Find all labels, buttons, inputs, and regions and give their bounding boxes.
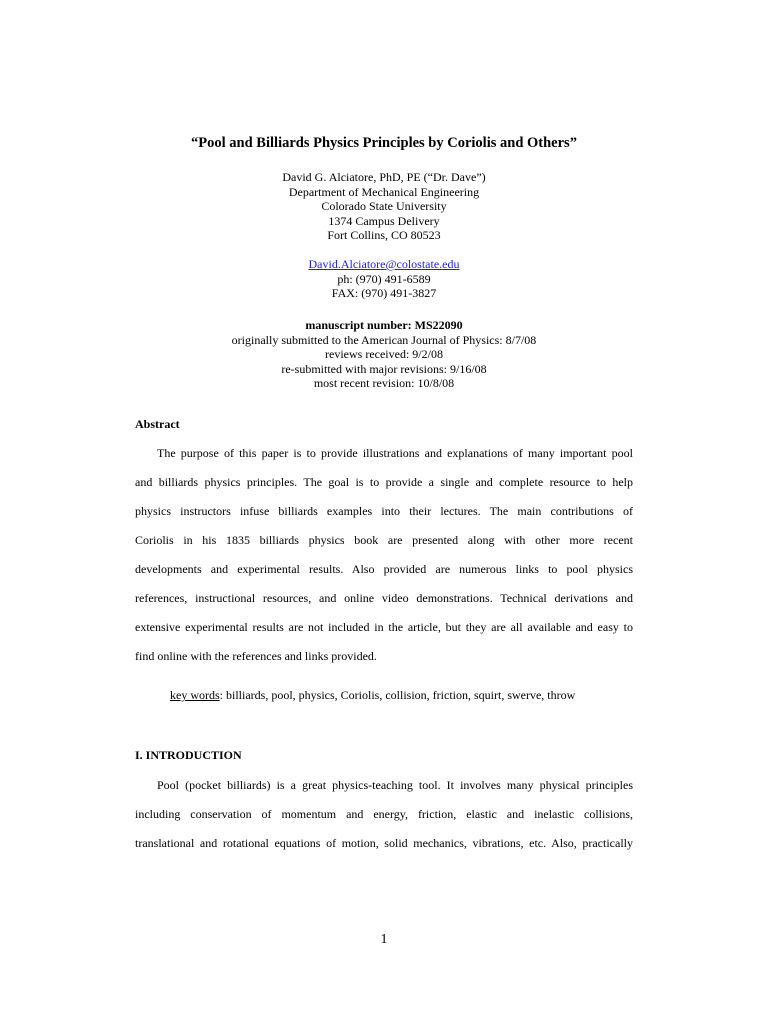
email-link[interactable]: David.Alciatore@colostate.edu (308, 257, 460, 271)
keywords (170, 687, 575, 703)
abstract-line: references, instructional resources, and online video demonstrations. Technical derivations and (135, 591, 633, 605)
abstract-line: Coriolis in his 1835 billiards physics book are presented along with other more recent (135, 533, 633, 547)
page-number: 1 (380, 932, 388, 947)
intro-line: translational and rotational equations of motion, solid mechanics, vibrations, etc. Also, practically (135, 836, 633, 850)
manuscript-number: manuscript number: MS22090 (305, 318, 463, 332)
keywords-label: key words (170, 688, 220, 702)
history-line: most recent revision: 10/8/08 (313, 376, 455, 391)
history-line: originally submitted to the American Journal of Physics: 8/7/08 (231, 332, 537, 347)
abstract-line: developments and experimental results. Also provided are numerous links to pool physics (135, 562, 633, 576)
abstract-line: physics instructors infuse billiards examples into their lectures. The main contributions of (135, 504, 633, 518)
abstract-line: find online with the references and links provided. (135, 649, 377, 663)
author-name: David G. Alciatore, PhD, PE (“Dr. Dave”) (282, 170, 486, 184)
author-university: Colorado State University (321, 199, 447, 214)
abstract-heading: Abstract (135, 417, 180, 431)
manuscript-block (0, 318, 768, 391)
author-address-line: 1374 Campus Delivery (328, 213, 440, 228)
contact-block (0, 257, 768, 301)
abstract-paragraph (135, 439, 633, 671)
author-department: Department of Mechanical Engineering (288, 184, 480, 199)
history-line: re-submitted with major revisions: 9/16/08 (281, 361, 487, 376)
intro-line: Pool (pocket billiards) is a great physics-teaching tool. It involves many physical principles (157, 778, 633, 792)
author-city: Fort Collins, CO 80523 (327, 228, 441, 243)
paper-title: “Pool and Billiards Physics Principles by Coriolis and Others” (191, 135, 577, 151)
abstract-line: extensive experimental results are not included in the article, but they are all available and easy to (135, 620, 633, 634)
history-line: reviews received: 9/2/08 (325, 347, 443, 362)
intro-line: including conservation of momentum and energy, friction, elastic and inelastic collisions, (135, 807, 633, 821)
abstract-line: The purpose of this paper is to provide illustrations and explanations of many important pool (157, 446, 633, 460)
fax-number: FAX: (970) 491-3827 (331, 286, 437, 301)
phone-number: ph: (970) 491-6589 (337, 271, 431, 286)
author-block (0, 170, 768, 243)
introduction-paragraph (135, 771, 633, 858)
abstract-line: and billiards physics principles. The goal is to provide a single and complete resource to help (135, 475, 633, 489)
keywords-list: : billiards, pool, physics, Coriolis, collision, friction, squirt, swerve, throw (219, 688, 576, 702)
introduction-heading: I. INTRODUCTION (135, 748, 242, 762)
